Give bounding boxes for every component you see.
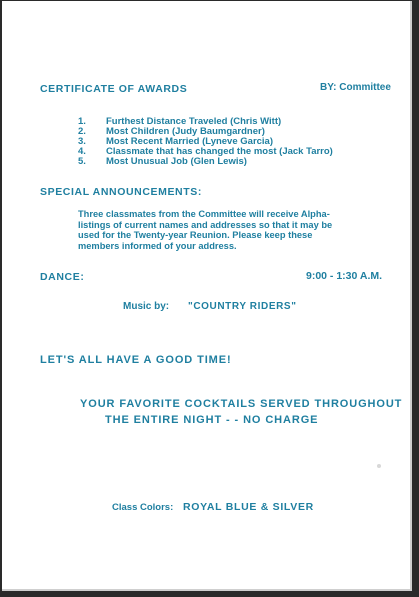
cocktails-line-1: YOUR FAVORITE COCKTAILS SERVED THROUGHOUT (80, 398, 403, 410)
award-number: 5. (78, 156, 86, 167)
announcement-line: listings of current names and addresses so that it may be (78, 219, 333, 230)
award-number: 1. (78, 116, 86, 127)
dance-time: 9:00 - 1:30 A.M. (306, 270, 383, 282)
cocktails-line-2: THE ENTIRE NIGHT - - NO CHARGE (105, 414, 319, 426)
announcement-line: Three classmates from the Committee will receive Alpha- (78, 209, 330, 219)
class-colors-value: ROYAL BLUE & SILVER (183, 501, 314, 513)
award-number: 2. (78, 126, 86, 137)
music-band: "COUNTRY RIDERS" (188, 301, 297, 312)
awards-by: BY: Committee (320, 82, 391, 93)
award-text: Most Recent Married (Lyneve Garcia) (106, 136, 274, 147)
document-page (2, 1, 412, 591)
announcements-title: SPECIAL ANNOUNCEMENTS: (40, 186, 202, 198)
award-text: Furthest Distance Traveled (Chris Witt) (106, 116, 282, 127)
dance-label: DANCE: (40, 271, 85, 283)
award-text: Classmate that has changed the most (Jack Tarro) (106, 146, 333, 157)
paper-speck (377, 464, 381, 468)
awards-title: CERTIFICATE OF AWARDS (40, 83, 188, 95)
good-time-heading: LET'S ALL HAVE A GOOD TIME! (40, 354, 232, 366)
music-label: Music by: (123, 301, 170, 312)
announcements-body (78, 209, 358, 251)
announcement-line: members informed of your address. (78, 240, 237, 251)
announcement-line: used for the Twenty-year Reunion. Please keep these (78, 230, 313, 241)
award-number: 3. (78, 136, 86, 147)
award-number: 4. (78, 146, 86, 157)
class-colors-label: Class Colors: (112, 502, 174, 513)
award-text: Most Children (Judy Baumgardner) (106, 126, 265, 137)
award-text: Most Unusual Job (Glen Lewis) (106, 156, 247, 167)
